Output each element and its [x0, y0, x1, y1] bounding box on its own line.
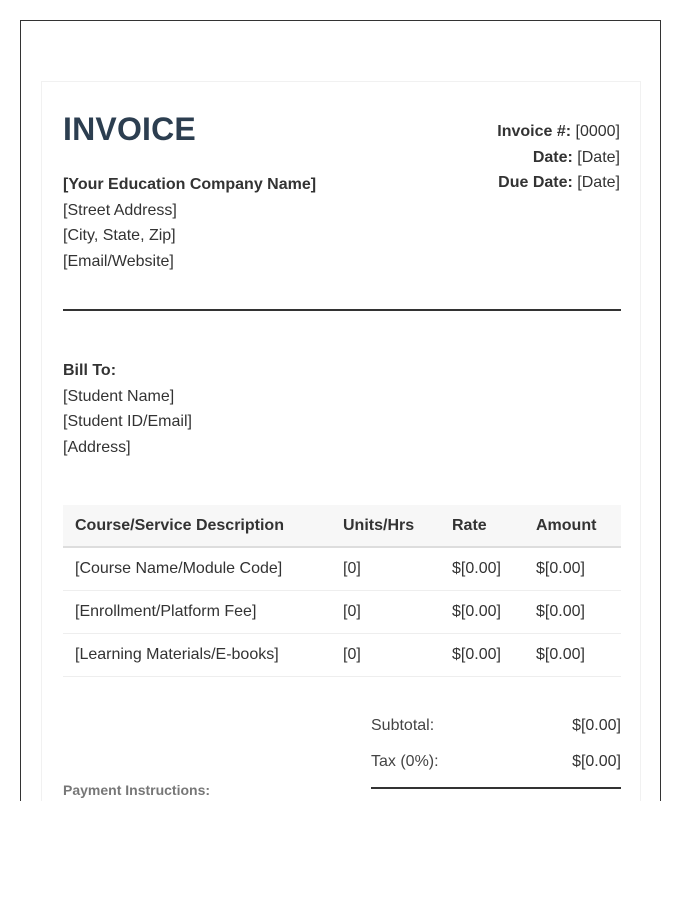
totals-section	[371, 711, 621, 789]
invoice-number-value: [0000]	[571, 123, 620, 140]
invoice-sheet	[41, 81, 641, 801]
invoice-date-value: [Date]	[572, 148, 620, 166]
table-header-row	[63, 505, 621, 547]
document-frame	[20, 20, 661, 801]
due-date-value: [Date]	[572, 174, 620, 191]
invoice-number-label: Invoice #:	[497, 123, 572, 140]
line-items-table	[63, 505, 621, 677]
company-city: [City, State, Zip]	[63, 227, 176, 244]
payment-instructions-heading: Payment Instructions:	[63, 782, 211, 798]
row-units: [0]	[331, 547, 440, 590]
invoice-title: INVOICE	[63, 111, 196, 147]
due-date-line	[497, 170, 620, 196]
column-header-units: Units/Hrs	[331, 505, 440, 547]
company-street: [Street Address]	[63, 201, 177, 219]
subtotal-row	[371, 711, 621, 747]
row-units: [0]	[331, 633, 440, 676]
student-name: [Student Name]	[63, 387, 175, 405]
column-header-description: Course/Service Description	[63, 505, 331, 547]
totals-divider	[371, 787, 621, 789]
row-amount: $[0.00]	[524, 633, 621, 676]
bill-to-section	[63, 358, 192, 460]
due-date-label: Due Date:	[498, 174, 573, 191]
invoice-date-line	[497, 145, 620, 171]
row-rate: $[0.00]	[440, 590, 524, 633]
column-header-rate: Rate	[440, 505, 524, 547]
tax-row	[371, 747, 621, 783]
company-info	[63, 172, 316, 274]
row-units: [0]	[331, 590, 440, 633]
row-description: [Enrollment/Platform Fee]	[63, 590, 331, 633]
row-description: [Learning Materials/E-books]	[63, 633, 331, 676]
student-address: [Address]	[63, 438, 131, 456]
student-id: [Student ID/Email]	[63, 413, 192, 430]
table-row	[63, 590, 621, 633]
column-header-amount: Amount	[524, 505, 621, 547]
subtotal-value: $[0.00]	[572, 717, 621, 734]
bill-to-heading: Bill To:	[63, 362, 117, 379]
company-name: [Your Education Company Name]	[63, 176, 317, 193]
row-rate: $[0.00]	[440, 633, 524, 676]
tax-value: $[0.00]	[572, 753, 621, 770]
company-contact: [Email/Website]	[63, 252, 174, 270]
invoice-meta	[497, 119, 620, 196]
row-amount: $[0.00]	[524, 547, 621, 590]
table-row	[63, 633, 621, 676]
invoice-date-label: Date:	[532, 148, 573, 166]
invoice-number-line	[497, 119, 620, 145]
row-amount: $[0.00]	[524, 590, 621, 633]
row-description: [Course Name/Module Code]	[63, 547, 331, 590]
table-row	[63, 547, 621, 590]
tax-label: Tax (0%):	[371, 753, 439, 770]
row-rate: $[0.00]	[440, 547, 524, 590]
subtotal-label: Subtotal:	[371, 717, 435, 734]
header-divider	[63, 309, 621, 311]
